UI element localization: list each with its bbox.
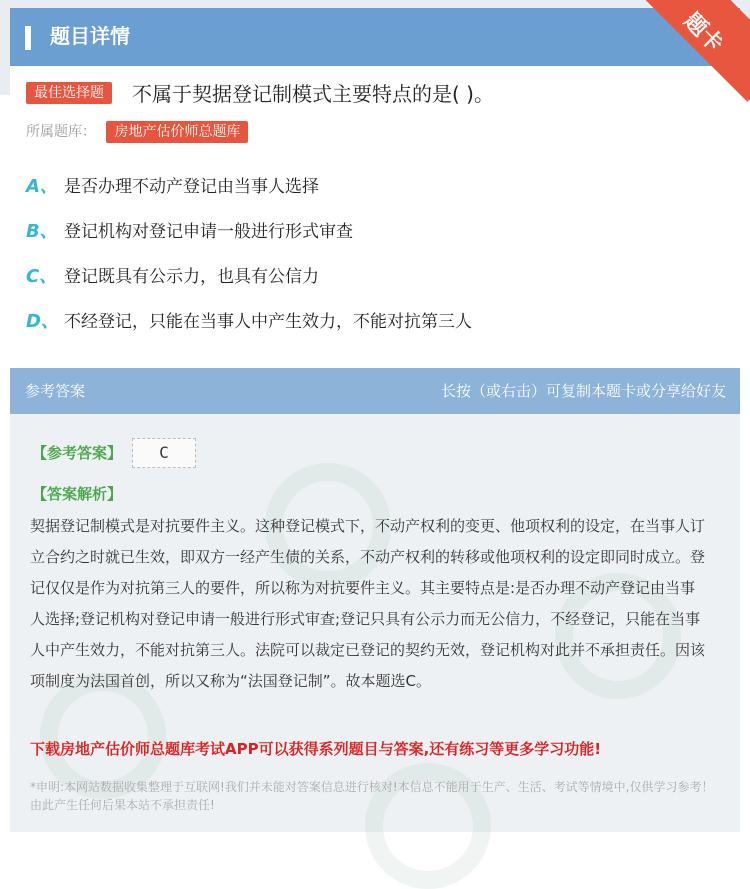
- question-text: 不属于契据登记制模式主要特点的是( )。: [132, 82, 494, 106]
- question-bank-line: [26, 121, 248, 143]
- question-type-badge: 最佳选择题: [26, 82, 112, 104]
- answer-header: [10, 368, 740, 414]
- disclaimer: *申明:本网站数据收集整理于互联网!我们并未能对答案信息进行核对!本信息不能用于生产、生活、考试等情境中,仅供学习参考！由此产生任何后果本站不承担责任!: [30, 780, 714, 812]
- option-text: 是否办理不动产登记由当事人选择: [64, 177, 319, 197]
- question-bank-badge[interactable]: 房地产估价师总题库: [106, 121, 248, 143]
- answer-section: [10, 368, 740, 832]
- options-list: [26, 174, 472, 354]
- answer-section-title: 参考答案: [25, 382, 86, 400]
- option-letter: A、: [26, 176, 58, 197]
- question-bank-label: 所属题库：: [26, 124, 96, 140]
- header-accent-bar: [25, 26, 31, 50]
- page-title: 题目详情: [50, 24, 130, 48]
- answer-value: C: [132, 438, 196, 468]
- option-letter: D、: [26, 311, 59, 332]
- option-letter: B、: [26, 221, 58, 242]
- option-d[interactable]: [26, 309, 472, 354]
- option-text: 登记机构对登记申请一般进行形式审查: [64, 222, 353, 242]
- option-text: 登记既具有公示力，也具有公信力: [64, 267, 319, 287]
- corner-ribbon: [630, 0, 750, 120]
- app-promo-link[interactable]: 下载房地产估价师总题库考试APP可以获得系列题目与答案,还有练习等更多学习功能!: [30, 740, 602, 758]
- option-b[interactable]: [26, 219, 472, 264]
- answer-label: 【参考答案】: [32, 444, 123, 462]
- option-text: 不经登记，只能在当事人中产生效力，不能对抗第三人: [64, 312, 472, 332]
- analysis-text: 契据登记制模式是对抗要件主义。这种登记模式下，不动产权利的变更、他项权利的设定，在当事人订立合约之时就已生效，即双方一经产生债的关系，不动产权利的转移或他项权利的设定即同时成立。登记仅仅是作为对抗第三人的要件，所以称为对抗要件主义。其主要特点是:是否办理不动产登记由当事人选择;登记机构对登记申请一般进行形式审查;登记只具有公示力而无公信力，不经登记，只能在当事人中产生效力，不能对抗第三人。法院可以裁定已登记的契约无效，登记机构对此并不承担责任。因该项制度为法国首创，所以又称为“法国登记制”。故本题选C。: [30, 517, 706, 690]
- option-c[interactable]: [26, 264, 472, 309]
- question-type-line: [26, 82, 112, 104]
- share-hint: 长按（或右击）可复制本题卡或分享给好友: [440, 382, 726, 400]
- corner-tag: 题卡: [634, 0, 750, 102]
- analysis-label: 【答案解析】: [32, 485, 123, 503]
- option-a[interactable]: [26, 174, 472, 219]
- option-letter: C、: [26, 266, 58, 287]
